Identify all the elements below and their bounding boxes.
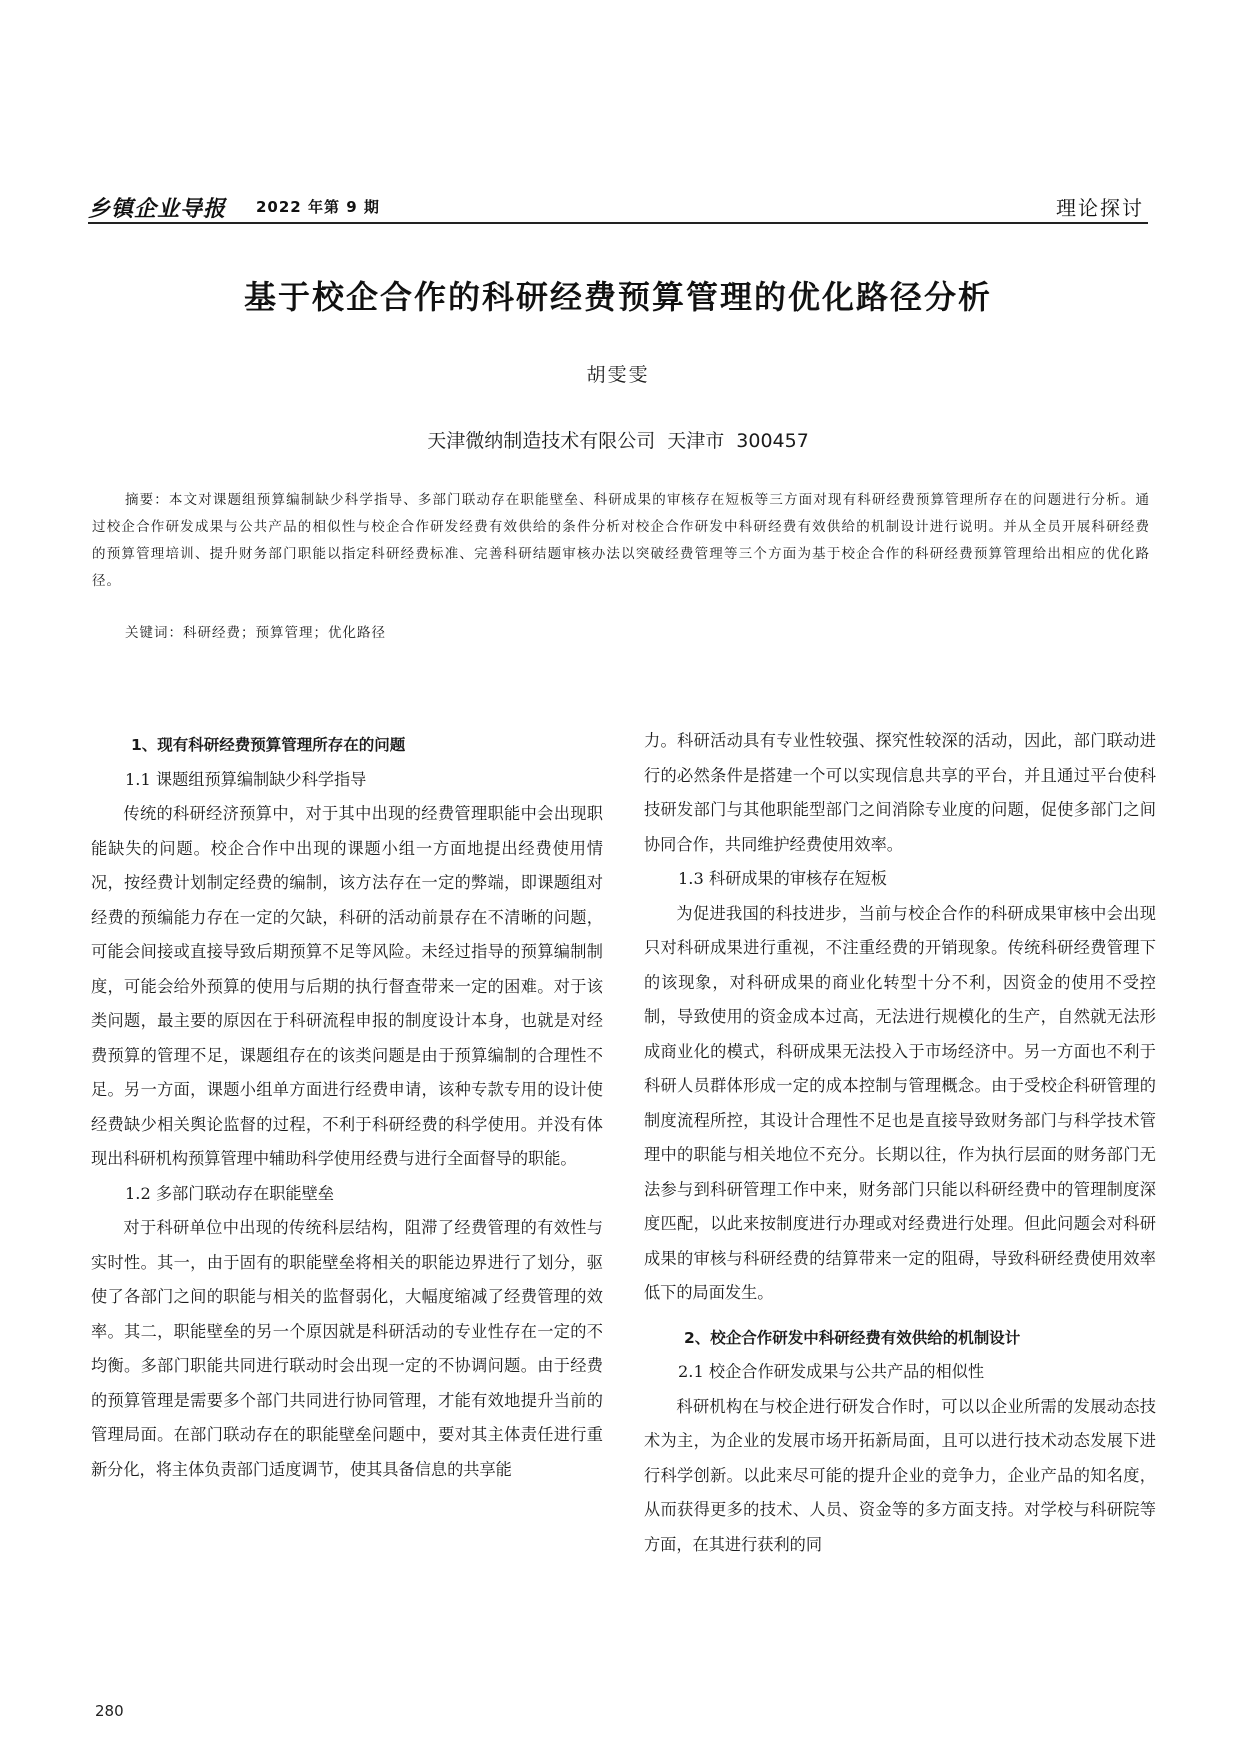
header-rule (88, 222, 1148, 224)
right-column (644, 724, 1156, 1562)
subsection-heading-1-2: 1.2 多部门联动存在职能壁垒 (125, 1183, 334, 1203)
paragraph-2-1: 科研机构在与校企进行研发合作时，可以以企业所需的发展动态技术为主，为企业的发展市场开拓新局面，且可以进行技术动态发展下进行科学创新。以此来尽可能的提升企业的竞争力，企业产品的知名度，从而获得更多的技术、人员、资金等的多方面支持。对学校与科研院等方面，在其进行获利的同 (644, 1396, 1156, 1554)
author-name: 胡雯雯 (586, 364, 650, 386)
subsection-heading-2-1: 2.1 校企合作研发成果与公共产品的相似性 (678, 1362, 985, 1381)
section-heading-2: 2、校企合作研发中科研经费有效供给的机制设计 (684, 1328, 1021, 1347)
subsection-heading-1-3: 1.3 科研成果的审核存在短板 (678, 869, 887, 888)
journal-name: 乡镇企业导报 (88, 197, 227, 222)
paper-title: 基于校企合作的科研经费预算管理的优化路径分析 (243, 278, 992, 316)
paragraph-1-3: 为促进我国的科技进步，当前与校企合作的科研成果审核中会出现只对科研成果进行重视，不注重经费的开销现象。传统科研经费管理下的该现象，对科研成果的商业化转型十分不利，因资金的使用不受控制，导致使用的资金成本过高，无法进行规模化的生产，自然就无法形成商业化的模式，科研成果无法投入于市场经济中。另一方面也不利于科研人员群体形成一定的成本控制与管理概念。由于受校企科研管理的制度流程所控，其设计合理性不足也是直接导致财务部门与科学技术管理中的职能与相关地位不充分。长期以往，作为执行层面的财务部门无法参与到科研管理工作中来，财务部门只能以科研经费中的管理制度深度匹配，以此来按制度进行办理或对经费进行处理。但此问题会对科研成果的审核与科研经费的结算带来一定的阻碍，导致科研经费使用效率低下的局面发生。 (644, 903, 1156, 1302)
section-tag: 理论探讨 (1056, 196, 1144, 220)
abstract: 摘要：本文对课题组预算编制缺少科学指导、多部门联动存在职能壁垒、科研成果的审核存在短板等三方面对现有科研经费预算管理所存在的问题进行分析。通过校企合作研发成果与公共产品的相似性与校企合作研发经费有效供给的条件分析对校企合作研发中科研经费有效供给的机制设计进行说明。并从全员开展科研经费的预算管理培训、提升财务部门职能以指定科研经费标准、完善科研结题审核办法以突破经费管理等三个方面为基于校企合作的科研经费预算管理给出相应的优化路径。 (92, 492, 1150, 589)
paragraph-1-1: 传统的科研经济预算中，对于其中出现的经费管理职能中会出现职能缺失的问题。校企合作中出现的课题小组一方面地提出经费使用情况，按经费计划制定经费的编制，该方法存在一定的弊端，即课题组对经费的预编能力存在一定的欠缺，科研的活动前景存在不清晰的问题，可能会间接或直接导致后期预算不足等风险。未经过指导的预算编制制度，可能会给外预算的使用与后期的执行督查带来一定的困难。对于该类问题，最主要的原因在于科研流程申报的制度设计本身，也就是对经费预算的管理不足，课题组存在的该类问题是由于预算编制的合理性不足。另一方面，课题小组单方面进行经费申请，该种专款专用的设计使经费缺少相关舆论监督的过程，不利于科研经费的科学使用。并没有体现出科研机构预算管理中辅助科学使用经费与进行全面督导的职能。 (91, 804, 603, 1168)
running-header (88, 190, 1148, 226)
paragraph-1-2-continued: 力。科研活动具有专业性较强、探究性较深的活动，因此，部门联动进行的必然条件是搭建一个可以实现信息共享的平台，并且通过平台使科技研发部门与其他职能型部门之间消除专业度的问题，促使多部门之间协同合作，共同维护经费使用效率。 (644, 731, 1156, 854)
keywords: 关键词：科研经费；预算管理；优化路径 (125, 625, 386, 641)
affiliation: 天津微纳制造技术有限公司 天津市 300457 (427, 430, 809, 452)
left-column (91, 728, 603, 1487)
issue-label: 2022 年第 9 期 (256, 198, 380, 216)
page-number: 280 (95, 1702, 124, 1720)
paragraph-1-2: 对于科研单位中出现的传统科层结构，阻滞了经费管理的有效性与实时性。其一，由于固有的职能壁垒将相关的职能边界进行了划分，驱使了各部门之间的职能与相关的监督弱化，大幅度缩减了经费管理的效率。其二，职能壁垒的另一个原因就是科研活动的专业性存在一定的不均衡。多部门职能共同进行联动时会出现一定的不协调问题。由于经费的预算管理是需要多个部门共同进行协同管理，才能有效地提升当前的管理局面。在部门联动存在的职能壁垒问题中，要对其主体责任进行重新分化，将主体负责部门适度调节，使其具备信息的共享能 (91, 1218, 603, 1479)
subsection-heading-1-1: 1.1 课题组预算编制缺少科学指导 (125, 769, 367, 789)
section-heading-1: 1、现有科研经费预算管理所存在的问题 (131, 736, 406, 754)
